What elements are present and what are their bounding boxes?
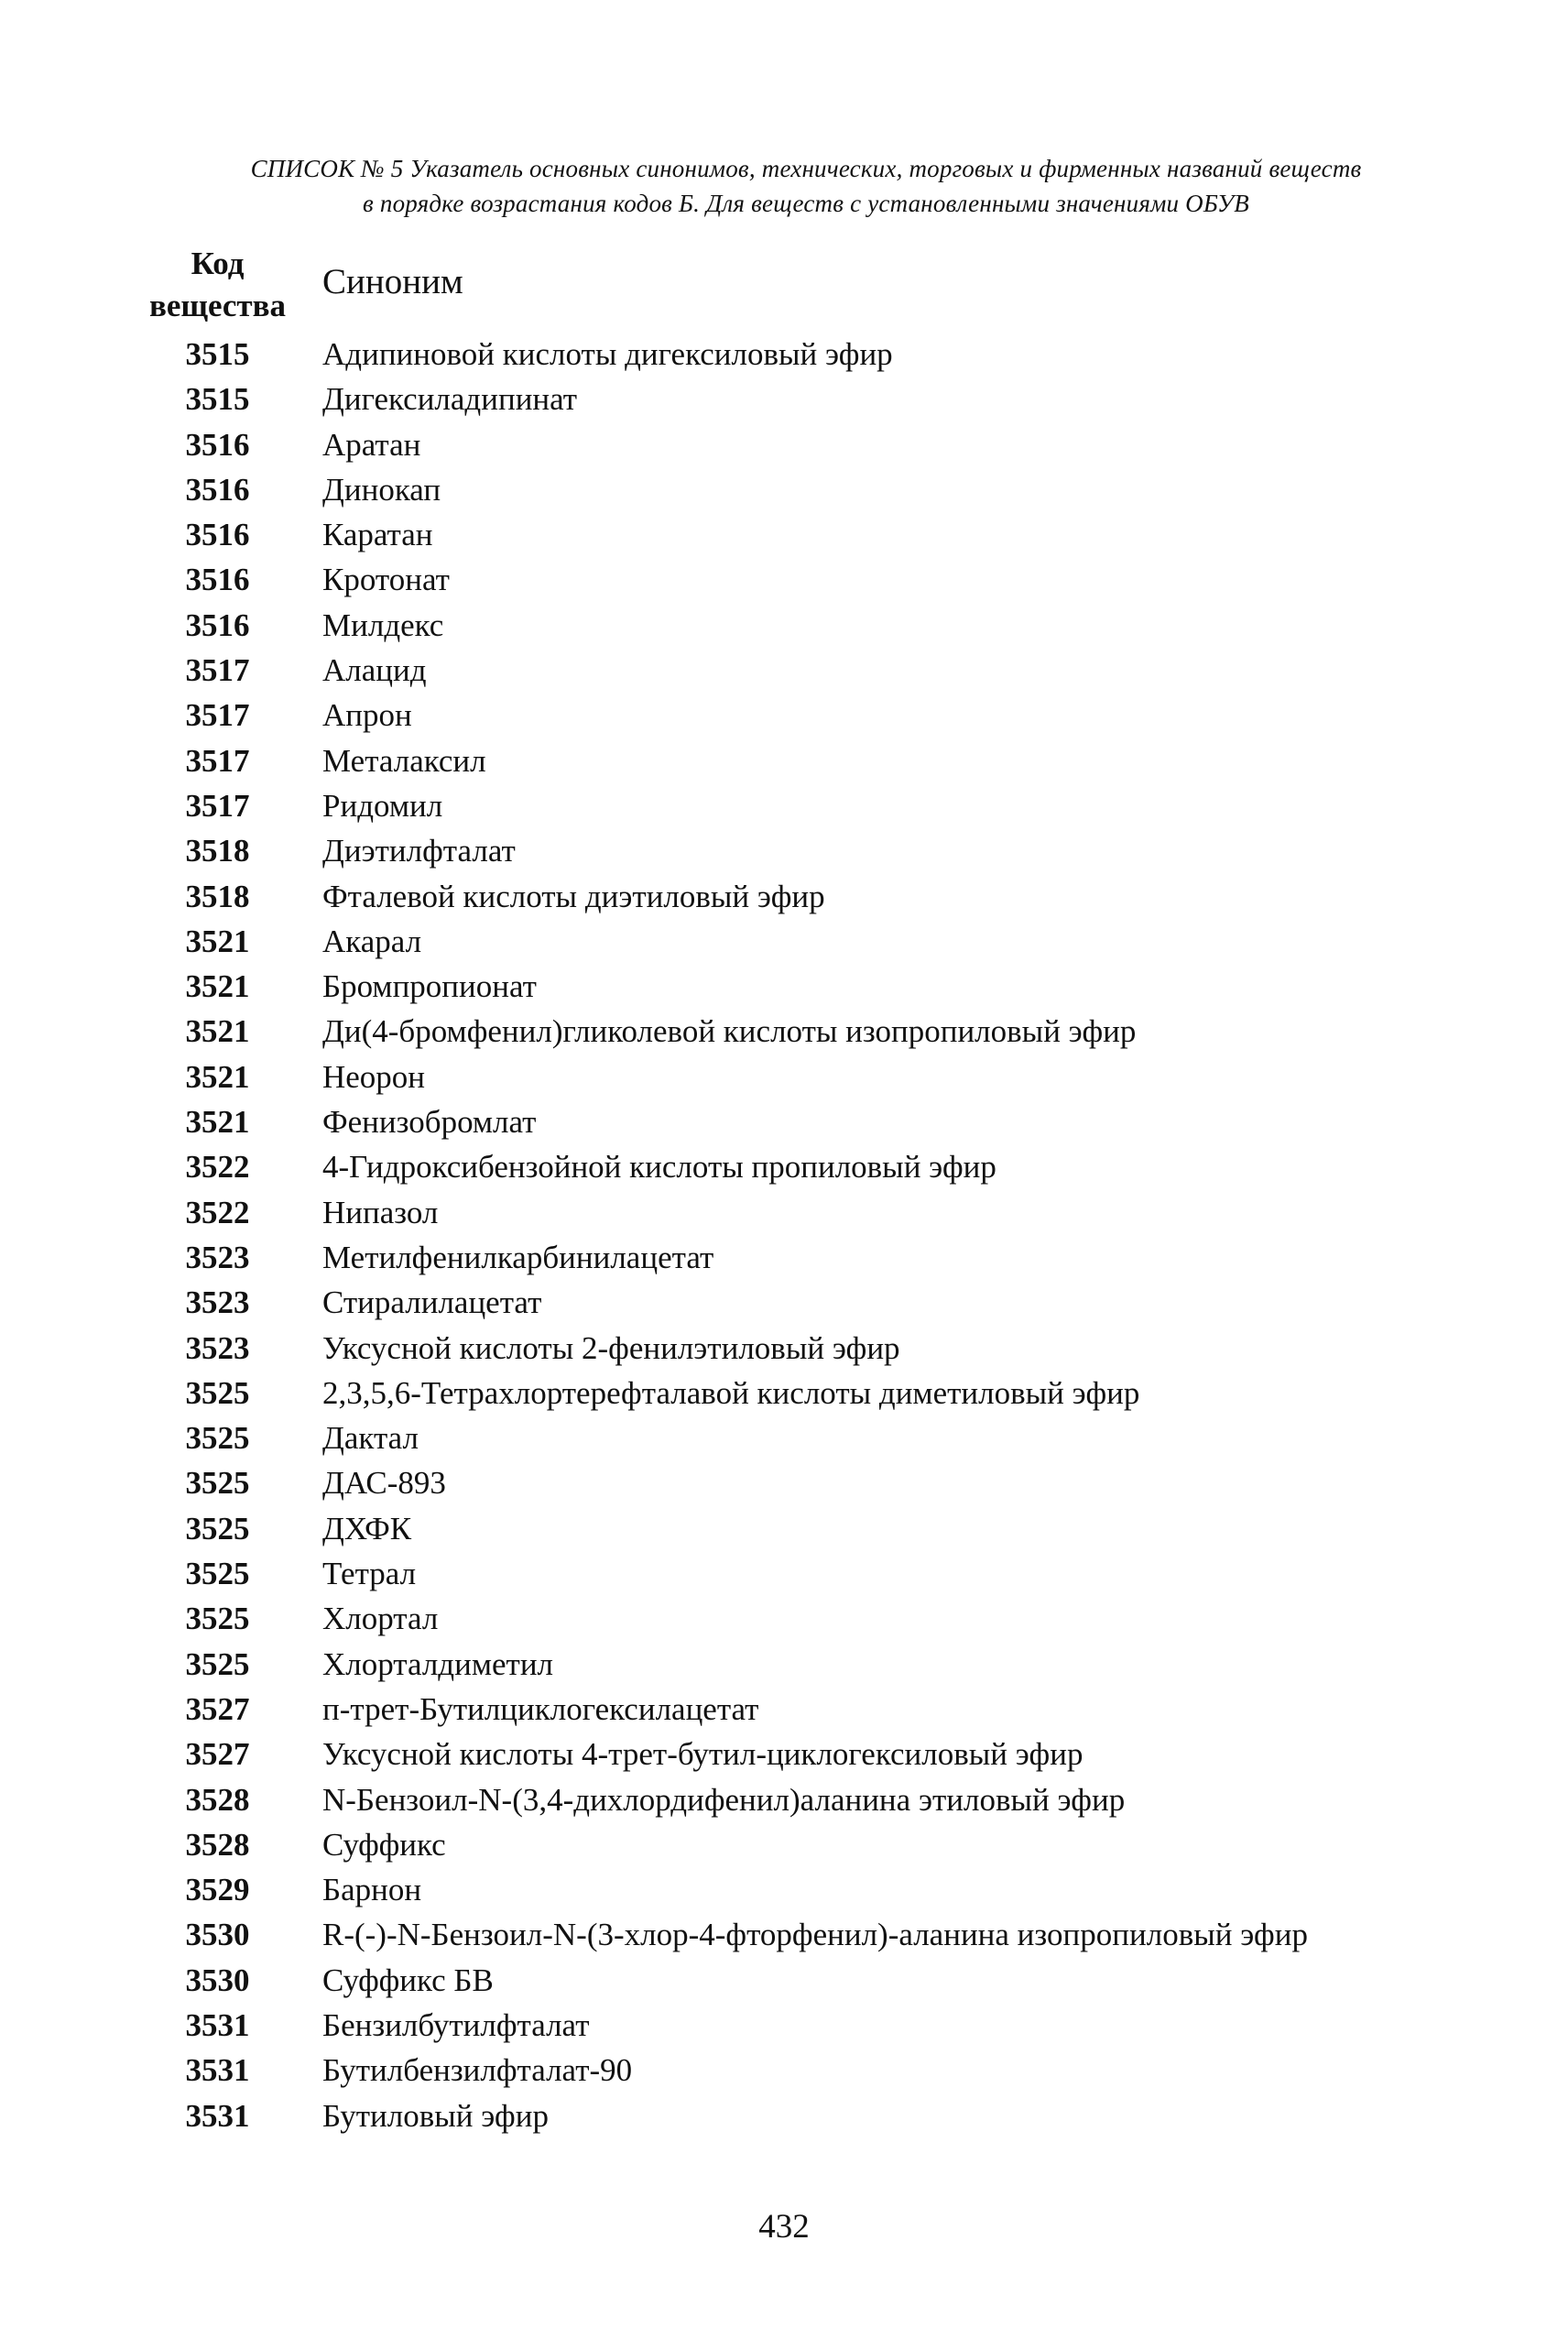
substance-code: 3517 (185, 742, 250, 779)
table-row (0, 1326, 1568, 1371)
substance-code: 3530 (185, 1917, 250, 1953)
table-row (0, 1280, 1568, 1325)
synonym-text: Хлорталдиметил (322, 1645, 554, 1682)
header-line-1: СПИСОК № 5 Указатель основных синонимов, технических, торговых и фирменных названий веществ (250, 155, 1362, 182)
substance-code: 3521 (185, 923, 250, 959)
table-row (0, 1551, 1568, 1596)
substance-code: 3525 (185, 1556, 250, 1592)
synonym-text: Металаксил (322, 742, 486, 779)
synonym-text: Каратан (322, 517, 433, 553)
synonym-text: п-трет-Бутилциклогексилацетат (322, 1690, 759, 1727)
substance-code: 3525 (185, 1645, 250, 1682)
column-header-synonym: Синоним (322, 262, 463, 301)
table-row (0, 1777, 1568, 1822)
substance-code: 3516 (185, 517, 250, 553)
substance-code: 3522 (185, 1149, 250, 1186)
substance-code: 3525 (185, 1374, 250, 1411)
table-row (0, 964, 1568, 1009)
substance-code: 3522 (185, 1194, 250, 1230)
synonym-text: Апрон (322, 697, 412, 734)
substance-code: 3516 (185, 562, 250, 598)
synonym-text: Неорон (322, 1058, 426, 1095)
substance-code: 3528 (185, 1826, 250, 1863)
synonym-text: Стиралилацетат (322, 1284, 542, 1321)
substance-code: 3527 (185, 1736, 250, 1773)
synonym-text: Хлортал (322, 1601, 439, 1637)
substance-code: 3518 (185, 833, 250, 869)
synonym-text: Бутиловый эфир (322, 2097, 549, 2134)
column-header-code-line-1: Код (191, 246, 245, 281)
substance-code: 3516 (185, 426, 250, 463)
synonym-text: Фталевой кислоты диэтиловый эфир (322, 878, 825, 914)
substance-code: 3521 (185, 1058, 250, 1095)
table-row (0, 1822, 1568, 1867)
table-row (0, 1596, 1568, 1641)
table-row (0, 693, 1568, 738)
table-row (0, 1958, 1568, 2003)
substance-code: 3517 (185, 787, 250, 824)
synonym-text: Кротонат (322, 562, 450, 598)
substance-code: 3525 (185, 1601, 250, 1637)
substance-code: 3517 (185, 652, 250, 689)
synonym-text: Нипазол (322, 1194, 439, 1230)
substance-code: 3521 (185, 1104, 250, 1141)
table-row (0, 2093, 1568, 2138)
substance-code: 3530 (185, 1962, 250, 1998)
table-row (0, 557, 1568, 602)
table-row (0, 1867, 1568, 1912)
table-row (0, 2048, 1568, 2093)
synonym-text: Акарал (322, 923, 422, 959)
substance-code: 3528 (185, 1781, 250, 1818)
table-row (0, 738, 1568, 783)
table-row (0, 332, 1568, 377)
synonym-text: 4-Гидроксибензойной кислоты пропиловый эфир (322, 1149, 996, 1186)
table-row (0, 874, 1568, 919)
substance-code: 3527 (185, 1690, 250, 1727)
synonym-text: Алацид (322, 652, 427, 689)
substance-code: 3525 (185, 1465, 250, 1502)
table-row (0, 1642, 1568, 1687)
synonym-text: Ди(4-бромфенил)гликолевой кислоты изопропиловый эфир (322, 1013, 1137, 1050)
substance-code: 3525 (185, 1510, 250, 1547)
table-row (0, 783, 1568, 828)
table-row (0, 1099, 1568, 1144)
synonym-text: Диэтилфталат (322, 833, 516, 869)
synonym-text: Фенизобромлат (322, 1104, 537, 1141)
synonym-text: Суффикс БВ (322, 1962, 494, 1998)
table-row (0, 648, 1568, 693)
synonym-text: Суффикс (322, 1826, 446, 1863)
table-row (0, 2003, 1568, 2048)
synonym-text: Уксусной кислоты 4-трет-бутил-циклогексиловый эфир (322, 1736, 1083, 1773)
synonym-text: Бензилбутилфталат (322, 2006, 590, 2043)
table-row (0, 1460, 1568, 1505)
substance-code: 3515 (185, 381, 250, 418)
substance-code: 3517 (185, 697, 250, 734)
table-row (0, 828, 1568, 873)
synonym-text: 2,3,5,6-Тетрахлортерефталавой кислоты диметиловый эфир (322, 1374, 1140, 1411)
table-row (0, 1371, 1568, 1415)
table-row (0, 1732, 1568, 1776)
substance-code: 3518 (185, 878, 250, 914)
synonym-text: Аратан (322, 426, 421, 463)
synonym-text: Уксусной кислоты 2-фенилэтиловый эфир (322, 1329, 900, 1366)
substance-code: 3523 (185, 1284, 250, 1321)
synonym-text: N-Бензоил-N-(3,4-дихлордифенил)аланина этиловый эфир (322, 1781, 1126, 1818)
synonym-text: Дактал (322, 1420, 419, 1457)
table-row (0, 1415, 1568, 1460)
substance-code: 3525 (185, 1420, 250, 1457)
table-row (0, 377, 1568, 421)
substance-code: 3516 (185, 471, 250, 508)
substance-code: 3523 (185, 1239, 250, 1275)
table-row (0, 1144, 1568, 1189)
table-row (0, 512, 1568, 557)
header-line-2: в порядке возрастания кодов Б. Для веществ с установленными значениями ОБУВ (363, 190, 1249, 217)
table-row (0, 1506, 1568, 1551)
synonym-text: Бромпропионат (322, 968, 537, 1005)
substance-code: 3531 (185, 2006, 250, 2043)
synonym-text: Дигексиладипинат (322, 381, 578, 418)
column-header-code-line-2: вещества (148, 288, 287, 323)
table-row (0, 1055, 1568, 1099)
substance-code: 3523 (185, 1329, 250, 1366)
substance-code: 3516 (185, 607, 250, 643)
substance-code: 3521 (185, 1013, 250, 1050)
synonym-text: Ридомил (322, 787, 443, 824)
synonym-text: Динокап (322, 471, 441, 508)
table-row (0, 1687, 1568, 1732)
table-row (0, 1912, 1568, 1957)
synonym-text: Бутилбензилфталат-90 (322, 2052, 633, 2089)
synonym-text: ДАС-893 (322, 1465, 446, 1502)
table-row (0, 422, 1568, 467)
synonym-table (0, 332, 1568, 2138)
synonym-text: Адипиновой кислоты дигексиловый эфир (322, 336, 893, 372)
substance-code: 3529 (185, 1872, 250, 1908)
substance-code: 3531 (185, 2052, 250, 2089)
synonym-text: ДХФК (322, 1510, 412, 1547)
page-header (165, 151, 1447, 221)
page-number: 432 (758, 2208, 810, 2246)
column-header-code (137, 243, 298, 327)
substance-code: 3531 (185, 2097, 250, 2134)
table-row (0, 467, 1568, 512)
table-row (0, 919, 1568, 964)
table-row (0, 603, 1568, 648)
table-row (0, 1235, 1568, 1280)
synonym-text: Барнон (322, 1872, 422, 1908)
substance-code: 3515 (185, 336, 250, 372)
synonym-text: Милдекс (322, 607, 444, 643)
synonym-text: R-(-)-N-Бензоил-N-(3-хлор-4-фторфенил)-аланина изопропиловый эфир (322, 1917, 1308, 1953)
table-row (0, 1190, 1568, 1235)
synonym-text: Метилфенилкарбинилацетат (322, 1239, 714, 1275)
synonym-text: Тетрал (322, 1556, 417, 1592)
substance-code: 3521 (185, 968, 250, 1005)
table-row (0, 1009, 1568, 1054)
